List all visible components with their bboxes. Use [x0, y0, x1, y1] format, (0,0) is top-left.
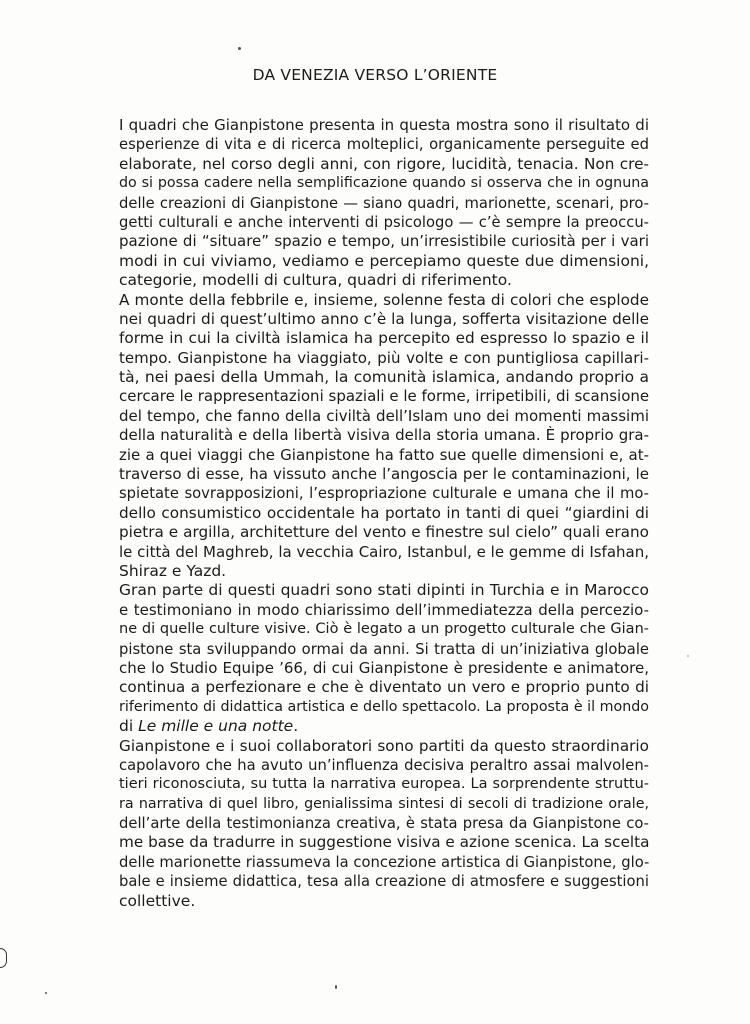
- text-line: zie a quei viaggi che Gianpistone ha fatto sue quelle dimensioni e, at-: [119, 445, 649, 464]
- text-line: Gran parte di questi quadri sono stati dipinti in Turchia e in Marocco: [119, 581, 649, 600]
- text-line: del tempo, che fanno della civiltà dell’Islam uno dei momenti massimi: [119, 406, 649, 425]
- text-line: forme in cui la civiltà islamica ha percepito ed espresso lo spazio e il: [119, 329, 649, 348]
- text-line: ne di quelle culture visive. Ciò è legato a un progetto culturale che Gian-: [119, 621, 649, 638]
- text-line: dell’arte della testimonianza creativa, è stata presa da Gianpistone co-: [119, 815, 649, 833]
- book-title: Le mille e una notte: [138, 717, 294, 736]
- body-text: [119, 116, 649, 911]
- text-run: .: [293, 717, 299, 736]
- text-line: tempo. Gianpistone ha viaggiato, più volte e con puntigliosa capillari-: [119, 348, 649, 367]
- text-line: Shiraz e Yazd.: [119, 561, 227, 580]
- text-line: elaborate, nel corso degli anni, con rigore, lucidità, tenacia. Non cre-: [119, 154, 649, 173]
- scan-speck: [335, 985, 337, 989]
- text-line: do si possa cadere nella semplificazione quando si osserva che in ognuna: [119, 175, 649, 192]
- text-line: Gianpistone e i suoi collaboratori sono partiti da questo straordinario: [119, 736, 649, 755]
- scan-speck: [687, 655, 689, 657]
- text-line: traverso di esse, ha vissuto anche l’angoscia per le contaminazioni, le: [119, 465, 649, 484]
- text-line: pistone sta sviluppando ormai da anni. Si tratta di un’iniziativa globale: [119, 640, 649, 658]
- text-line: delle creazioni di Gianpistone — siano quadri, marionette, scenari, pro-: [119, 194, 649, 212]
- text-line: categorie, modelli di cultura, quadri di riferimento.: [119, 271, 512, 290]
- text-line: continua a perfezionare e che è diventato un vero e proprio punto di: [119, 678, 649, 697]
- text-line: bale e insieme didattica, tesa alla creazione di atmosfere e suggestioni: [119, 873, 649, 891]
- scan-speck: [238, 47, 241, 50]
- text-line: me base da tradurre in suggestione visiva e azione scenica. La scelta: [119, 833, 649, 852]
- text-line: capolavoro che ha avuto un’influenza decisiva peraltro assai malvolen-: [119, 756, 649, 774]
- text-line: pietra e argilla, architetture del vento e finestre sul cielo” quali erano: [119, 523, 649, 542]
- scan-speck: [45, 992, 47, 994]
- text-line: I quadri che Gianpistone presenta in questa mostra sono il risultato di: [119, 116, 649, 134]
- text-line: che lo Studio Equipe ’66, di cui Gianpistone è presidente e animatore,: [119, 658, 649, 677]
- text-line: collettive.: [119, 891, 196, 910]
- text-line: le città del Maghreb, la vecchia Cairo, Istanbul, e le gemme di Isfahan,: [119, 542, 649, 561]
- text-line: riferimento di didattica artistica e dello spettacolo. La proposta è il mondo: [119, 698, 649, 715]
- text-line: pazione di “situare” spazio e tempo, un’irresistibile curiosità per i vari: [119, 232, 649, 251]
- text-run: di: [119, 717, 134, 736]
- text-line: cercare le rappresentazioni spaziali e le forme, irripetibili, di scansione: [119, 387, 649, 406]
- text-line: A monte della febbrile e, insieme, solenne festa di colori che esplode: [119, 290, 649, 309]
- text-line: tà, nei paesi della Ummah, la comunità islamica, andando proprio a: [119, 368, 649, 387]
- text-line: e testimoniano in modo chiarissimo dell’immediatezza della percezio-: [119, 600, 649, 619]
- text-line: esperienze di vita e di ricerca molteplici, organicamente perseguite ed: [119, 136, 649, 154]
- text-line: dello consumistico occidentale ha portato in tanti di quei “giardini di: [119, 503, 649, 522]
- text-line: modi in cui viviamo, vediamo e percepiamo queste due dimensioni,: [119, 251, 649, 270]
- text-line: della naturalità e della libertà visiva della storia umana. È proprio gra-: [119, 426, 649, 445]
- text-line: ra narrativa di quel libro, genialissima sintesi di secoli di tradizione orale,: [119, 795, 649, 812]
- text-line: getti culturali e anche interventi di psicologo — c’è sempre la preoccu-: [119, 213, 649, 231]
- text-line: spietate sovrapposizioni, l’espropriazione culturale e umana che il mo-: [119, 485, 649, 503]
- text-line: [119, 717, 649, 736]
- text-line: delle marionette riassumeva la concezione artistica di Gianpistone, glo-: [119, 853, 649, 871]
- scan-edge-mark: [0, 948, 7, 968]
- page-title: DA VENEZIA VERSO L’ORIENTE: [252, 66, 498, 84]
- text-line: tieri riconosciuta, su tutta la narrativa europea. La sorprendente struttu-: [119, 776, 649, 793]
- text-line: nei quadri di quest’ultimo anno c’è la lunga, sofferta visitazione delle: [119, 309, 649, 328]
